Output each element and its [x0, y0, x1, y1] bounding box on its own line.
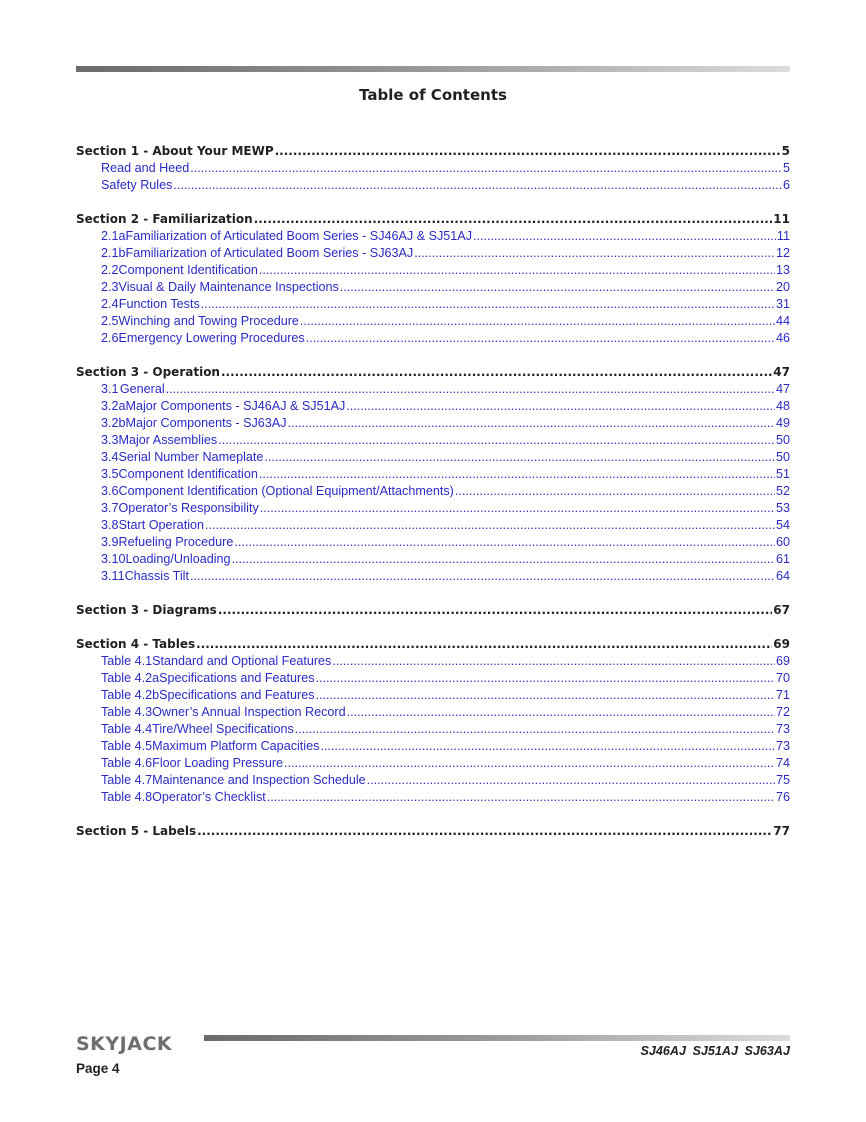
item-title: Loading/Unloading — [125, 552, 231, 566]
section-page-number: 67 — [773, 603, 790, 617]
dot-leader — [340, 279, 775, 296]
item-page-number: 72 — [775, 705, 790, 719]
toc-item-entry[interactable] — [76, 517, 790, 534]
item-page-number: 44 — [775, 314, 790, 328]
section-title: Section 3 - Diagrams — [76, 603, 217, 617]
model-numbers: SJ46AJ SJ51AJ SJ63AJ — [640, 1044, 790, 1058]
section-page-number: 11 — [773, 212, 790, 226]
footer-rule — [204, 1035, 790, 1041]
dot-leader — [190, 160, 782, 177]
item-number: 2.1b — [101, 246, 126, 260]
item-number: 2.4 — [101, 297, 119, 311]
item-page-number: 70 — [775, 671, 790, 685]
section-page-number: 77 — [773, 824, 790, 838]
item-page-number: 73 — [775, 722, 790, 736]
item-page-number: 13 — [775, 263, 790, 277]
toc-item-entry[interactable] — [76, 755, 790, 772]
item-title: Safety Rules — [101, 178, 173, 192]
item-number: 2.2 — [101, 263, 119, 277]
dot-leader — [473, 228, 776, 245]
dot-leader — [234, 534, 775, 551]
item-number: 3.9 — [101, 535, 119, 549]
dot-leader — [455, 483, 775, 500]
item-page-number: 6 — [782, 178, 790, 192]
item-number: 3.11 — [101, 569, 125, 583]
toc-item-entry[interactable] — [76, 721, 790, 738]
toc-item-entry[interactable] — [76, 466, 790, 483]
toc-item-entry[interactable] — [76, 534, 790, 551]
item-number: 3.6 — [101, 484, 119, 498]
item-number: Table 4.8 — [101, 790, 153, 804]
item-title: Emergency Lowering Procedures — [118, 331, 305, 345]
item-number: 3.7 — [101, 501, 119, 515]
dot-leader — [295, 721, 775, 738]
item-number: 2.6 — [101, 331, 119, 345]
dot-leader — [259, 466, 775, 483]
dot-leader — [173, 177, 782, 194]
toc-item-entry[interactable] — [76, 738, 790, 755]
toc-item-entry[interactable] — [76, 313, 790, 330]
toc-item-entry[interactable] — [76, 279, 790, 296]
item-number: 3.2a — [101, 399, 126, 413]
dot-leader — [264, 449, 775, 466]
item-page-number: 48 — [775, 399, 790, 413]
item-title: Specifications and Features — [159, 688, 315, 702]
toc-section-entry[interactable] — [76, 143, 790, 160]
toc-item-entry[interactable] — [76, 449, 790, 466]
item-title: Familiarization of Articulated Boom Series - SJ46AJ & SJ51AJ — [125, 229, 472, 243]
dot-leader — [320, 738, 775, 755]
item-number: 2.1a — [101, 229, 126, 243]
item-page-number: 20 — [775, 280, 790, 294]
item-number: Table 4.1 — [101, 654, 153, 668]
dot-leader — [347, 704, 775, 721]
toc-item-entry[interactable] — [76, 432, 790, 449]
dot-leader — [414, 245, 775, 262]
toc-item-entry[interactable] — [76, 772, 790, 789]
item-page-number: 51 — [775, 467, 790, 481]
dot-leader — [367, 772, 775, 789]
dot-leader — [196, 636, 772, 653]
dot-leader — [197, 823, 772, 840]
item-page-number: 71 — [775, 688, 790, 702]
toc-item-entry[interactable] — [76, 704, 790, 721]
item-title: Winching and Towing Procedure — [118, 314, 299, 328]
dot-leader — [288, 415, 775, 432]
item-title: Major Assemblies — [118, 433, 218, 447]
section-title: Section 2 - Familiarization — [76, 212, 253, 226]
item-number: 3.8 — [101, 518, 119, 532]
item-page-number: 54 — [775, 518, 790, 532]
section-page-number: 5 — [781, 144, 790, 158]
item-page-number: 64 — [775, 569, 790, 583]
dot-leader — [190, 568, 775, 585]
item-page-number: 11 — [776, 229, 790, 243]
item-number: Table 4.6 — [101, 756, 153, 770]
section-title: Section 3 - Operation — [76, 365, 220, 379]
item-page-number: 46 — [775, 331, 790, 345]
item-number: Table 4.4 — [101, 722, 153, 736]
item-title: Major Components - SJ46AJ & SJ51AJ — [125, 399, 346, 413]
item-number: 3.1 — [101, 382, 119, 396]
dot-leader — [166, 381, 775, 398]
item-page-number: 50 — [775, 450, 790, 464]
item-page-number: 60 — [775, 535, 790, 549]
item-number: Table 4.7 — [101, 773, 153, 787]
section-title: Section 5 - Labels — [76, 824, 197, 838]
svg-text:SKYJACK: SKYJACK — [76, 1033, 173, 1054]
item-title: Floor Loading Pressure — [152, 756, 284, 770]
toc-item-entry[interactable] — [76, 330, 790, 347]
item-page-number: 61 — [775, 552, 790, 566]
dot-leader — [259, 262, 775, 279]
toc-section-entry[interactable] — [76, 602, 790, 619]
item-title: Maintenance and Inspection Schedule — [152, 773, 366, 787]
item-number: Table 4.2a — [101, 671, 160, 685]
toc-item-entry[interactable] — [76, 789, 790, 806]
item-number: 2.5 — [101, 314, 119, 328]
item-title: Refueling Procedure — [118, 535, 234, 549]
item-page-number: 52 — [775, 484, 790, 498]
page-number: Page 4 — [76, 1061, 120, 1076]
dot-leader — [275, 143, 781, 160]
section-title: Section 4 - Tables — [76, 637, 196, 651]
toc-section-entry[interactable] — [76, 364, 790, 381]
item-title: Operator’s Checklist — [152, 790, 266, 804]
item-title: Read and Heed — [101, 161, 190, 175]
dot-leader — [201, 296, 775, 313]
item-number: Table 4.3 — [101, 705, 153, 719]
section-page-number: 47 — [773, 365, 790, 379]
item-number: 3.4 — [101, 450, 119, 464]
item-title: Familiarization of Articulated Boom Series - SJ63AJ — [125, 246, 414, 260]
item-number: 3.2b — [101, 416, 126, 430]
item-title: Maximum Platform Capacities — [152, 739, 320, 753]
item-page-number: 73 — [775, 739, 790, 753]
skyjack-logo — [76, 1030, 200, 1054]
toc-item-entry[interactable] — [76, 687, 790, 704]
toc-item-entry[interactable] — [76, 500, 790, 517]
section-title: Section 1 - About Your MEWP — [76, 144, 274, 158]
item-number: 3.10 — [101, 552, 126, 566]
item-title: Owner’s Annual Inspection Record — [152, 705, 346, 719]
dot-leader — [332, 653, 775, 670]
toc-item-entry[interactable] — [76, 568, 790, 585]
dot-leader — [346, 398, 775, 415]
item-title: Component Identification — [118, 467, 258, 481]
table-of-contents — [76, 143, 790, 840]
item-title: General — [119, 382, 165, 396]
item-page-number: 49 — [775, 416, 790, 430]
item-page-number: 12 — [775, 246, 790, 260]
item-page-number: 75 — [775, 773, 790, 787]
dot-leader — [316, 670, 775, 687]
toc-item-entry[interactable] — [76, 160, 790, 177]
item-page-number: 69 — [775, 654, 790, 668]
item-title: Specifications and Features — [159, 671, 315, 685]
dot-leader — [306, 330, 775, 347]
item-page-number: 76 — [775, 790, 790, 804]
toc-item-entry[interactable] — [76, 296, 790, 313]
item-title: Component Identification (Optional Equipment/Attachments) — [118, 484, 454, 498]
item-page-number: 50 — [775, 433, 790, 447]
toc-item-entry[interactable] — [76, 245, 790, 262]
dot-leader — [260, 500, 775, 517]
item-number: 3.3 — [101, 433, 119, 447]
item-title: Visual & Daily Maintenance Inspections — [118, 280, 339, 294]
item-page-number: 5 — [782, 161, 790, 175]
item-page-number: 47 — [775, 382, 790, 396]
header-rule — [76, 66, 790, 72]
item-title: Tire/Wheel Specifications — [152, 722, 294, 736]
item-title: Function Tests — [118, 297, 200, 311]
item-number: Table 4.2b — [101, 688, 160, 702]
toc-item-entry[interactable] — [76, 262, 790, 279]
toc-item-entry[interactable] — [76, 381, 790, 398]
item-page-number: 53 — [775, 501, 790, 515]
dot-leader — [205, 517, 775, 534]
toc-section-entry[interactable] — [76, 636, 790, 653]
dot-leader — [316, 687, 775, 704]
toc-item-entry[interactable] — [76, 483, 790, 500]
toc-item-entry[interactable] — [76, 415, 790, 432]
dot-leader — [284, 755, 775, 772]
section-page-number: 69 — [773, 637, 790, 651]
toc-item-entry[interactable] — [76, 653, 790, 670]
item-number: Table 4.5 — [101, 739, 153, 753]
toc-item-entry[interactable] — [76, 670, 790, 687]
toc-item-entry[interactable] — [76, 177, 790, 194]
toc-section-entry[interactable] — [76, 823, 790, 840]
dot-leader — [232, 551, 775, 568]
item-page-number: 74 — [775, 756, 790, 770]
dot-leader — [300, 313, 775, 330]
dot-leader — [267, 789, 775, 806]
item-title: Start Operation — [118, 518, 205, 532]
toc-item-entry[interactable] — [76, 228, 790, 245]
item-title: Major Components - SJ63AJ — [125, 416, 287, 430]
dot-leader — [221, 364, 772, 381]
toc-item-entry[interactable] — [76, 398, 790, 415]
item-title: Component Identification — [118, 263, 258, 277]
dot-leader — [218, 602, 772, 619]
item-page-number: 31 — [775, 297, 790, 311]
item-title: Serial Number Nameplate — [118, 450, 264, 464]
toc-item-entry[interactable] — [76, 551, 790, 568]
dot-leader — [254, 211, 773, 228]
page-title: Table of Contents — [359, 86, 507, 104]
item-title: Standard and Optional Features — [152, 654, 332, 668]
item-number: 2.3 — [101, 280, 119, 294]
item-title: Chassis Tilt — [124, 569, 189, 583]
dot-leader — [218, 432, 775, 449]
item-number: 3.5 — [101, 467, 119, 481]
item-title: Operator’s Responsibility — [118, 501, 259, 515]
toc-section-entry[interactable] — [76, 211, 790, 228]
